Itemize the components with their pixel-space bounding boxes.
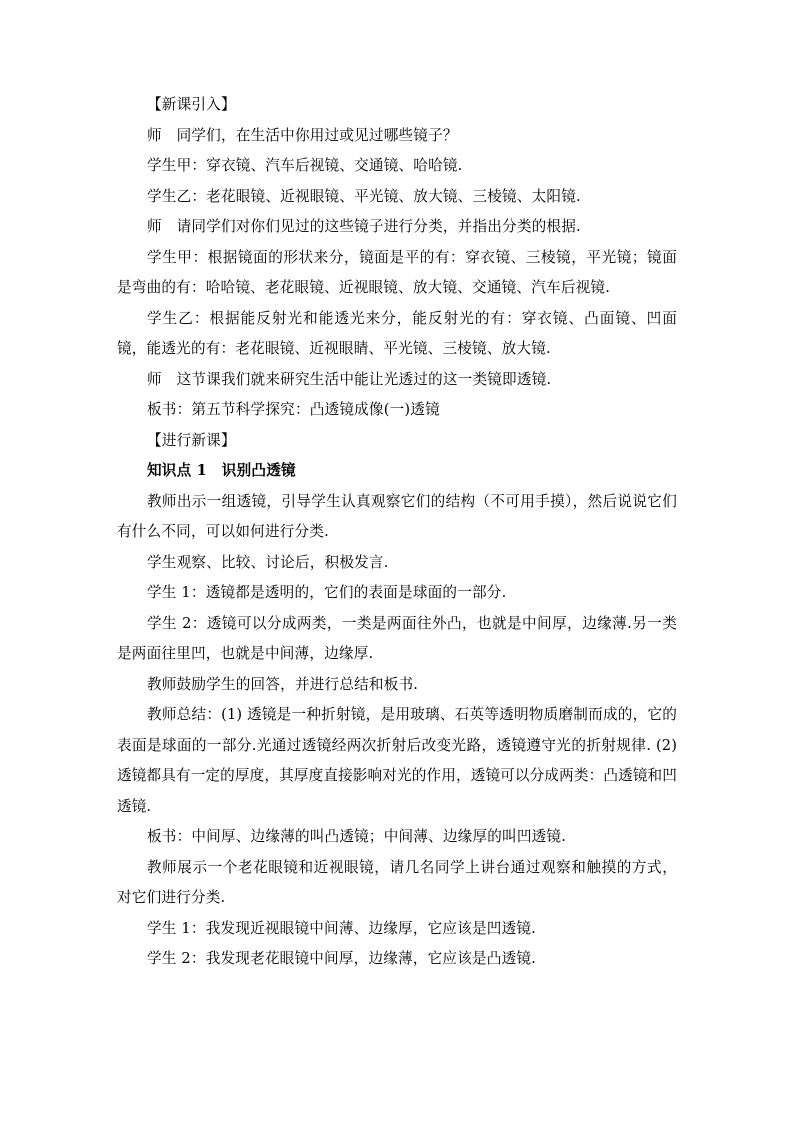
paragraph: 板书：第五节科学探究：凸透镜成像(一)透镜 [147, 401, 440, 418]
paragraph: 学生乙：根据能反射光和能透光来分，能反射光的有：穿衣镜、凸面镜、凹面镜，能透光的有：老花眼镜、近视眼睛、平光镜、三棱镜、放大镜. [117, 309, 677, 357]
document-page [117, 90, 677, 975]
paragraph: 学生甲：穿衣镜、汽车后视镜、交通镜、哈哈镜. [147, 157, 463, 174]
paragraph: 学生 1：透镜都是透明的，它们的表面是球面的一部分. [147, 584, 507, 601]
paragraph: 板书：中间厚、边缘薄的叫凸透镜；中间薄、边缘厚的叫凹透镜. [147, 828, 567, 845]
section-heading-new-lesson: 【进行新课】 [147, 431, 236, 449]
paragraph: 学生 2：我发现老花眼镜中间厚，边缘薄，它应该是凸透镜. [147, 950, 537, 967]
knowledge-point-heading: 知识点 1 识别凸透镜 [147, 462, 296, 479]
paragraph: 师 这节课我们就来研究生活中能让光透过的这一类镜即透镜. [147, 370, 552, 388]
paragraph: 师 同学们，在生活中你用过或见过哪些镜子？ [147, 126, 458, 144]
paragraph: 教师出示一组透镜，引导学生认真观察它们的结构（不可用手摸），然后说说它们有什么不同，可以如何进行分类. [117, 492, 677, 540]
paragraph: 学生 2：透镜可以分成两类，一类是两面往外凸，也就是中间厚，边缘薄.另一类是两面往里凹，也就是中间薄，边缘厚. [117, 614, 677, 662]
paragraph: 师 请同学们对你们见过的这些镜子进行分类，并指出分类的根据. [147, 218, 581, 235]
paragraph: 学生观察、比较、讨论后，积极发言. [147, 553, 389, 571]
paragraph: 教师总结：(1) 透镜是一种折射镜，是用玻璃、石英等透明物质磨制而成的，它的表面是球面的一部分.光通过透镜经两次折射后改变光路，透镜遵守光的折射规律. (2) 透镜都具有一定的厚度，其厚度直接影响对光的作用，透镜可以分成两类：凸透镜和凹透镜. [117, 706, 677, 815]
paragraph: 教师鼓励学生的回答，并进行总结和板书. [147, 675, 419, 693]
paragraph: 学生 1：我发现近视眼镜中间薄、边缘厚，它应该是凹透镜. [147, 919, 537, 937]
section-heading-intro: 【新课引入】 [147, 96, 236, 113]
paragraph: 学生甲：根据镜面的形状来分，镜面是平的有：穿衣镜、三棱镜，平光镜；镜面是弯曲的有：哈哈镜、老花眼镜、近视眼镜、放大镜、交通镜、汽车后视镜. [117, 248, 677, 296]
paragraph: 教师展示一个老花眼镜和近视眼镜，请几名同学上讲台通过观察和触摸的方式，对它们进行分类. [117, 858, 677, 906]
paragraph: 学生乙：老花眼镜、近视眼镜、平光镜、放大镜、三棱镜、太阳镜. [147, 187, 581, 205]
